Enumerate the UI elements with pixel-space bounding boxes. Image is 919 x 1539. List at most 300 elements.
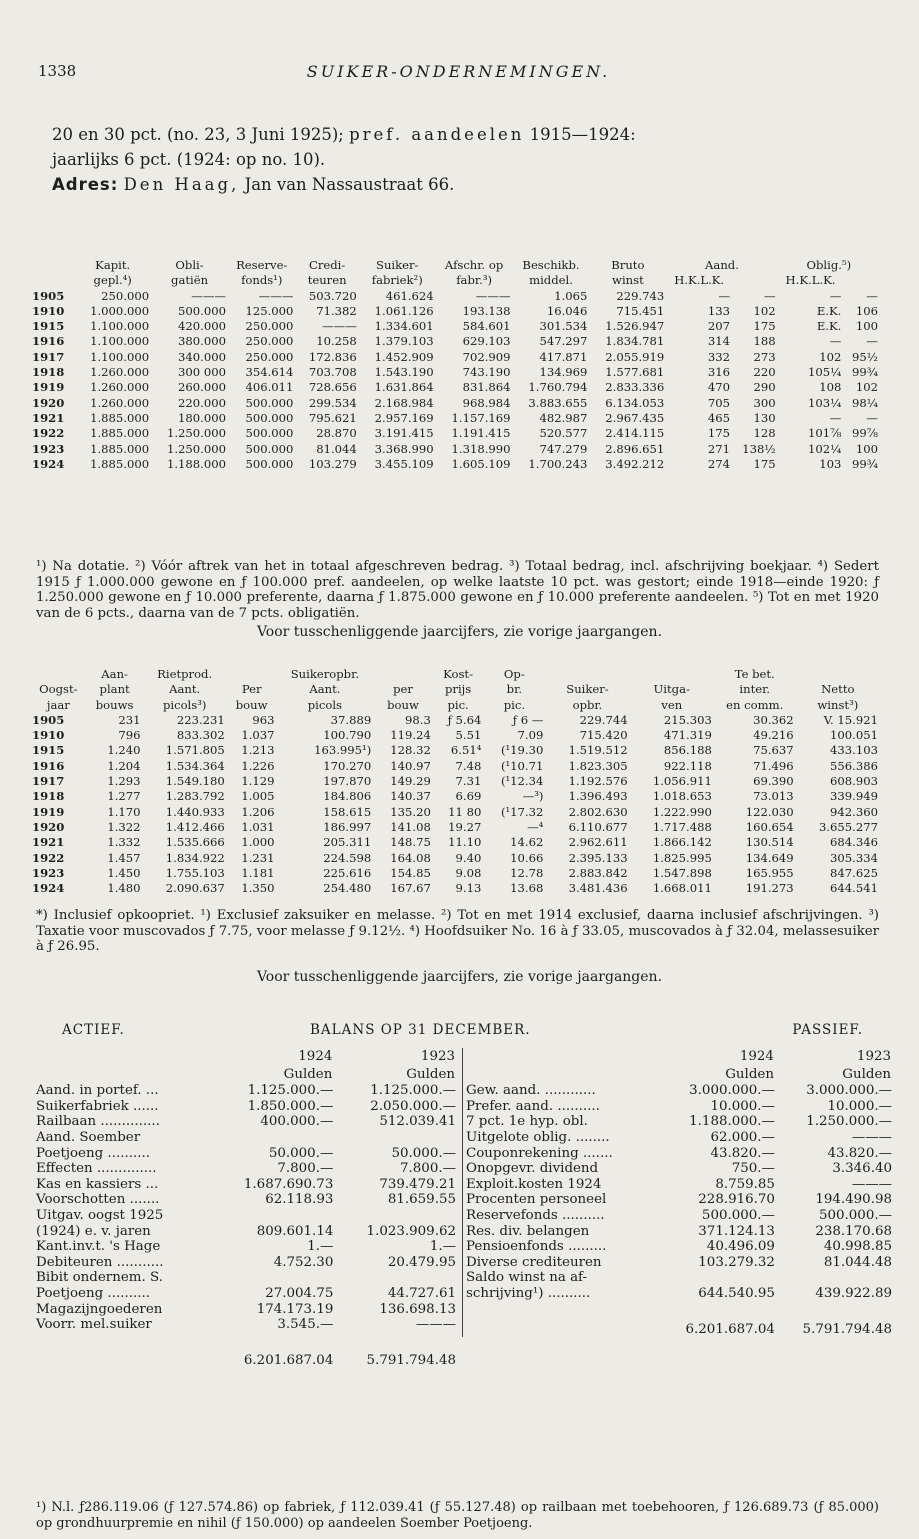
activa-item <box>36 1224 456 1240</box>
balance-item-label: Aand. in portef. ... <box>36 1083 159 1099</box>
table-row <box>30 319 880 334</box>
column-header: Aand. <box>705 258 739 272</box>
column-header: Aant. <box>309 682 341 697</box>
intro-pref-years: 1915—1924: <box>529 125 636 144</box>
balance-value-b: 238.170.68 <box>815 1223 892 1239</box>
balance-total-label <box>466 1302 658 1338</box>
table-cell: 1.631.864 <box>374 380 434 395</box>
table-header-row <box>30 667 880 682</box>
balance-value-a <box>658 1270 775 1286</box>
table-cell: 231 <box>118 712 141 727</box>
table-cell: 98¼ <box>852 395 878 410</box>
column-header: br. <box>506 682 523 697</box>
table-row <box>30 334 880 349</box>
table-cell: 1.412.466 <box>165 819 225 834</box>
balance-total-label <box>36 1333 211 1369</box>
table-cell: 180.000 <box>178 410 226 425</box>
table-cell: 1917 <box>32 349 65 364</box>
table-row <box>30 835 880 850</box>
footnote-harvest: *) Inclusief opkoopriet. ¹) Exclusief zaksuiker en melasse. ²) Tot en met 1914 exclusief, daarna inclusief afschrijvingen. ³) Taxatie voor muscovados ƒ 7.75, voor melasse ƒ 9.12½. ⁴) Hoofdsuiker No. 16 à ƒ 33.05, muscovados à ƒ 32.04, melassesuiker à ƒ 26.95. <box>36 908 879 954</box>
balance-title: BALANS OP 31 DECEMBER. <box>310 1022 531 1038</box>
table-cell: 500.000 <box>245 410 294 425</box>
table-cell: 968.984 <box>462 395 511 410</box>
address-label: Adres: <box>52 175 119 194</box>
table-row <box>30 728 880 743</box>
column-header: winst³) <box>817 697 859 712</box>
table-cell: 470 <box>707 380 731 395</box>
table-cell: 128.32 <box>390 743 431 758</box>
table-cell: 1.755.103 <box>165 865 225 880</box>
table-cell: ƒ 5.64 <box>447 712 482 727</box>
table-row <box>30 866 880 881</box>
table-cell: 2.896.651 <box>605 441 665 456</box>
table-cell: 1922 <box>32 426 65 441</box>
table-cell: 100.051 <box>830 728 878 743</box>
table-cell: 1.717.488 <box>652 819 712 834</box>
table-cell: 299.534 <box>308 395 357 410</box>
column-header: Bruto <box>611 258 645 272</box>
table-cell: 30.362 <box>753 712 794 727</box>
balance-value-b: 512.039.41 <box>379 1114 456 1130</box>
table-cell: 102 <box>819 349 842 364</box>
balance-item-label: Gew. aand. ............ <box>466 1083 596 1099</box>
table-cell: 1921 <box>32 835 65 850</box>
table-header-row <box>30 273 880 288</box>
table-cell: 1.000.000 <box>90 303 150 318</box>
balance-item-label: Res. div. belangen <box>466 1223 590 1239</box>
passiva-item <box>466 1208 892 1224</box>
table-cell: 148.75 <box>390 835 431 850</box>
table-cell: 140.97 <box>390 758 431 773</box>
table-cell: 9.40 <box>455 850 482 865</box>
balance-value-a: 7.800.— <box>277 1161 334 1177</box>
table-cell: 5.51 <box>455 728 482 743</box>
table-cell: 2.802.630 <box>568 804 628 819</box>
table-cell: 420.000 <box>178 319 226 334</box>
table-cell: 100 <box>855 441 878 456</box>
balance-value-a: 500.000.— <box>701 1207 775 1223</box>
table-cell: 1.823.305 <box>568 758 628 773</box>
balance-value-b <box>333 1130 456 1146</box>
table-cell: 175 <box>707 426 731 441</box>
table-cell: 274 <box>707 456 731 471</box>
balance-value-b: 194.490.98 <box>815 1192 892 1208</box>
table-row <box>30 380 880 395</box>
table-cell: 1.037 <box>241 728 275 743</box>
table-cell: 205.311 <box>323 835 372 850</box>
balance-item-label: Diverse crediteuren <box>466 1254 602 1270</box>
balance-total-a: 6.201.687.04 <box>685 1321 775 1337</box>
table-cell: 119.24 <box>390 728 431 743</box>
column-header: winst <box>612 273 644 288</box>
table-cell: — <box>829 334 842 349</box>
table-cell: 138½ <box>742 441 776 456</box>
table-cell: 354.614 <box>245 365 294 380</box>
balance-value-a: 3.545.— <box>277 1317 334 1333</box>
balance-value-b: 136.698.13 <box>379 1301 456 1317</box>
column-header <box>227 667 277 682</box>
table-cell: 1920 <box>32 395 65 410</box>
balance-item-label: Procenten personeel <box>466 1192 607 1208</box>
passiva-item <box>466 1224 892 1240</box>
activa-item <box>36 1114 456 1130</box>
table-row <box>30 774 880 789</box>
intro-line-2: jaarlijks 6 pct. (1924: op no. 10). <box>52 150 326 169</box>
table-cell: 1.318.990 <box>451 441 511 456</box>
column-header: inter. <box>739 682 771 697</box>
address-city: Den Haag, <box>123 175 240 194</box>
table-cell: 160.654 <box>745 819 794 834</box>
table-cell: 220 <box>753 365 776 380</box>
balance-value-b: 1.125.000.— <box>370 1083 456 1099</box>
activa-label: ACTIEF. <box>62 1022 125 1038</box>
table-cell: 305.334 <box>830 850 878 865</box>
table-cell: — <box>718 288 731 303</box>
running-title: SUIKER-ONDERNEMINGEN. <box>306 62 611 81</box>
balance-value-b: 7.800.— <box>400 1161 456 1177</box>
table-row <box>30 396 880 411</box>
table-cell: 1.885.000 <box>90 441 150 456</box>
table-cell: 963 <box>252 712 275 727</box>
table-header-row <box>30 698 880 713</box>
table-cell: 6.110.677 <box>568 819 628 834</box>
balance-value-a <box>211 1270 334 1286</box>
passiva-item <box>466 1146 892 1162</box>
table-cell: 11 80 <box>448 804 482 819</box>
table-cell: 229.744 <box>579 712 628 727</box>
balance-value-b: 81.044.48 <box>823 1254 892 1270</box>
intro-pref-label: pref. aandeelen <box>349 125 525 144</box>
table-cell: 1.222.990 <box>652 804 712 819</box>
table-cell: 406.011 <box>245 380 294 395</box>
table-cell: 1905 <box>32 288 65 303</box>
column-header: Op- <box>503 667 525 681</box>
passiva-item <box>466 1099 892 1115</box>
balance-value-a: 371.124.13 <box>698 1223 775 1239</box>
balance-value-a: 750.— <box>731 1161 775 1177</box>
balance-value-b <box>333 1270 456 1286</box>
table-cell: 167.67 <box>390 881 431 896</box>
balance-label-header <box>466 1048 658 1066</box>
table-cell: —⁴ <box>527 819 544 834</box>
table-cell: V. 15.921 <box>823 712 878 727</box>
year-header: 1924 <box>298 1049 333 1064</box>
column-header: Obli- <box>175 258 204 272</box>
column-header: opbr. <box>572 697 603 712</box>
table-cell: 1915 <box>32 319 65 334</box>
balance-item-label: Aand. Soember <box>36 1129 141 1145</box>
table-cell: ——— <box>475 288 511 303</box>
activa-item <box>36 1255 456 1271</box>
column-header <box>843 273 880 288</box>
table-cell: 134.969 <box>539 365 588 380</box>
column-header: pic. <box>503 697 526 712</box>
column-header <box>732 273 778 288</box>
table-cell: E.K. <box>816 319 842 334</box>
column-header: Suikeropbr. <box>290 667 360 681</box>
table-cell: ——— <box>191 288 226 303</box>
column-header: pic. <box>447 697 469 712</box>
activa-item <box>36 1317 456 1333</box>
table-cell: 1916 <box>32 334 65 349</box>
table-cell: 28.870 <box>316 426 357 441</box>
table-cell: 223.231 <box>176 712 225 727</box>
balance-value-b: 3.000.000.— <box>806 1083 892 1099</box>
table-cell: 2.883.842 <box>568 865 628 880</box>
column-header: gatiën <box>171 273 209 288</box>
table-row <box>30 713 880 728</box>
table-cell: 1.834.781 <box>605 334 665 349</box>
balance-item-label: Voorr. mel.suiker <box>36 1317 152 1333</box>
column-header: Suiker- <box>376 258 419 272</box>
table-cell: 1917 <box>32 774 65 789</box>
table-row <box>30 743 880 758</box>
table-cell: 1.293 <box>107 774 141 789</box>
table-cell: 9.13 <box>455 881 482 896</box>
table-cell: 3.883.655 <box>528 395 588 410</box>
balance-value-b: 40.998.85 <box>823 1239 892 1255</box>
passiva-item <box>466 1239 892 1255</box>
balance-value-b: 10.000.— <box>827 1098 892 1114</box>
balance-item-label: 7 pct. 1e hyp. obl. <box>466 1114 588 1130</box>
table-cell: 702.909 <box>462 349 511 364</box>
table-cell: 191.273 <box>745 881 794 896</box>
table-cell: 500.000 <box>245 395 294 410</box>
table-cell: 172.836 <box>308 349 357 364</box>
table-cell: 149.29 <box>390 774 431 789</box>
balance-total-b: 5.791.794.48 <box>802 1321 892 1337</box>
table-cell: 6.51⁴ <box>450 743 482 758</box>
table-cell: 128 <box>753 426 776 441</box>
table-cell: 1.543.190 <box>374 365 434 380</box>
balance-value-a <box>211 1208 334 1224</box>
table-cell: 1.056.911 <box>652 774 712 789</box>
table-cell: 847.625 <box>830 865 878 880</box>
column-header: picols <box>307 697 343 712</box>
column-header: bouw <box>235 697 268 712</box>
table-cell: 1.396.493 <box>568 789 628 804</box>
table-cell: (¹12.34 <box>500 774 544 789</box>
balance-item-label: Poetjoeng .......... <box>36 1145 150 1161</box>
table-cell: 130.514 <box>745 835 794 850</box>
column-header <box>373 667 433 682</box>
table-cell: 254.480 <box>323 881 372 896</box>
table-cell: 1.885.000 <box>90 456 150 471</box>
table-cell: 1.332 <box>107 835 141 850</box>
table-cell: 1.825.995 <box>652 850 712 865</box>
table-cell: 7.48 <box>455 758 482 773</box>
table-cell: 170.270 <box>323 758 372 773</box>
column-header <box>30 667 87 682</box>
column-header: fonds¹) <box>241 273 283 288</box>
balance-value-a: 1.687.690.73 <box>243 1176 334 1192</box>
table-cell: 1.250.000 <box>166 426 226 441</box>
table-cell: 795.621 <box>308 410 357 425</box>
table-row <box>30 304 880 319</box>
activa-item <box>36 1130 456 1146</box>
table-cell: 71.496 <box>753 758 794 773</box>
table-cell: 300 <box>753 395 776 410</box>
table-cell: 1922 <box>32 850 65 865</box>
table-cell: E.K. <box>816 303 842 318</box>
balance-total-row <box>466 1302 892 1338</box>
table-cell: 500.000 <box>245 456 294 471</box>
table-cell: 1.350 <box>241 881 275 896</box>
table-cell: — <box>866 288 878 303</box>
balance-value-b: 1.— <box>429 1239 456 1255</box>
table-cell: 922.118 <box>663 758 712 773</box>
table-cell: 215.303 <box>663 712 712 727</box>
table-cell: 220.000 <box>178 395 226 410</box>
balance-item-label: Bibit ondernem. S. <box>36 1270 163 1286</box>
table-cell: 12.78 <box>510 865 544 880</box>
balance-value-b: 500.000.— <box>818 1207 892 1223</box>
table-row <box>30 442 880 457</box>
column-header: jaar <box>46 697 70 712</box>
passiva-item <box>466 1083 892 1099</box>
table-cell: 1.547.898 <box>652 865 712 880</box>
column-header: Per <box>241 682 262 697</box>
table-cell: 1919 <box>32 380 65 395</box>
table-cell: 6.69 <box>455 789 482 804</box>
table-cell: 500.000 <box>245 441 294 456</box>
balance-value-a: 27.004.75 <box>265 1285 334 1301</box>
table-cell: 314 <box>707 334 731 349</box>
table-cell: 1.065 <box>554 288 588 303</box>
table-cell: 184.806 <box>323 789 372 804</box>
table-cell: 1915 <box>32 743 65 758</box>
column-header: fabr.³) <box>456 273 492 288</box>
page-number: 1338 <box>38 62 77 80</box>
table-cell: 1918 <box>32 365 65 380</box>
table-cell: 1.100.000 <box>90 334 150 349</box>
balance-value-a: 228.916.70 <box>698 1192 775 1208</box>
table-cell: 250.000 <box>245 334 294 349</box>
table-cell: 1.760.794 <box>528 380 588 395</box>
passiva-item <box>466 1286 892 1302</box>
table-cell: 163.995¹) <box>314 743 372 758</box>
table-cell: 584.601 <box>462 319 511 334</box>
table-cell: (¹19.30 <box>500 743 544 758</box>
table-cell: 1.322 <box>107 819 141 834</box>
table-cell: 1.260.000 <box>90 365 150 380</box>
table-cell: 134.649 <box>745 850 794 865</box>
table-cell: 207 <box>707 319 731 334</box>
activa-item <box>36 1177 456 1193</box>
table-cell: 629.103 <box>462 334 511 349</box>
balance-value-b: 439.922.89 <box>815 1285 892 1301</box>
column-header: middel. <box>529 273 573 288</box>
balance-value-b: 50.000.— <box>391 1145 456 1161</box>
balance-value-b: ——— <box>851 1129 892 1145</box>
table-cell: 1923 <box>32 865 65 880</box>
table-cell: 1.866.142 <box>652 835 712 850</box>
table-cell: 556.386 <box>830 758 878 773</box>
column-header: per <box>393 682 413 697</box>
column-header <box>30 273 74 288</box>
activa-item <box>36 1192 456 1208</box>
table-cell: 482.987 <box>539 410 588 425</box>
table-cell: 105¼ <box>807 365 842 380</box>
table-cell: 7.31 <box>455 774 482 789</box>
table-cell: 1.480 <box>107 881 141 896</box>
table-cell: 1.100.000 <box>90 319 150 334</box>
column-header: Suiker- <box>566 682 609 697</box>
table-cell: 1.885.000 <box>90 426 150 441</box>
balance-item-label: Voorschotten ....... <box>36 1192 160 1208</box>
table-cell: 747.279 <box>539 441 588 456</box>
table-cell: 380.000 <box>178 334 226 349</box>
address-line <box>52 172 879 197</box>
balance-item-label: Debiteuren ........... <box>36 1254 164 1270</box>
table-cell: 10.258 <box>316 334 357 349</box>
column-header: en comm. <box>726 697 784 712</box>
balance-item-label: Couponrekening ....... <box>466 1145 613 1161</box>
table-cell: 175 <box>753 456 776 471</box>
table-cell: 101⅞ <box>807 426 842 441</box>
column-header: Oblig.⁵) <box>806 258 852 272</box>
table-cell: 188 <box>753 334 776 349</box>
balance-value-a: 1.125.000.— <box>247 1083 334 1099</box>
intro-line-1 <box>52 122 879 147</box>
table-cell: 2.090.637 <box>165 881 225 896</box>
balance-item-label: Reservefonds .......... <box>466 1207 605 1223</box>
table-cell: 1.188.000 <box>166 456 226 471</box>
table-cell: 164.08 <box>390 850 431 865</box>
balance-item-label: Poetjoeng .......... <box>36 1285 150 1301</box>
balance-unit-row <box>36 1066 456 1084</box>
column-header: bouw <box>387 697 419 712</box>
table-cell: 224.598 <box>323 850 372 865</box>
table-cell: 340.000 <box>178 349 226 364</box>
table-cell: 7.09 <box>517 728 544 743</box>
table-cell: 1.031 <box>241 819 275 834</box>
column-header: Beschikb. <box>522 258 580 272</box>
table-cell: 1.700.243 <box>528 456 588 471</box>
balance-year-row <box>36 1048 456 1066</box>
table-cell: 1.452.909 <box>374 349 434 364</box>
balance-value-b: 3.346.40 <box>832 1161 892 1177</box>
table-cell: 1.534.364 <box>165 758 225 773</box>
balance-value-b: 20.479.95 <box>387 1254 456 1270</box>
table-cell: 135.20 <box>390 804 431 819</box>
balance-value-b: 44.727.61 <box>387 1285 456 1301</box>
table-cell: 1924 <box>32 456 65 471</box>
table-cell: 1.213 <box>241 743 275 758</box>
column-header: Oogst- <box>39 682 78 697</box>
balance-item-label: Pensioenfonds ......... <box>466 1239 607 1255</box>
table-cell: 3.492.212 <box>605 456 665 471</box>
table-cell: 684.346 <box>830 835 878 850</box>
column-header: Kapit. <box>95 258 131 272</box>
table-header-row <box>30 682 880 697</box>
table-cell: 3.655.277 <box>818 819 878 834</box>
balance-value-a: 10.000.— <box>710 1098 775 1114</box>
activa-item <box>36 1270 456 1286</box>
table-cell: 49.216 <box>753 728 794 743</box>
table-cell: 2.414.115 <box>605 426 665 441</box>
balance-header <box>62 1022 863 1040</box>
table-cell: — <box>866 410 878 425</box>
table-cell: 9.08 <box>455 865 482 880</box>
column-header: teuren <box>307 273 347 288</box>
balance-item-label: Exploit.kosten 1924 <box>466 1176 602 1192</box>
balance-item-label: Effecten .............. <box>36 1161 157 1177</box>
table-cell: 1.000 <box>241 835 275 850</box>
table-cell: 1.100.000 <box>90 349 150 364</box>
table-cell: 1.226 <box>241 758 275 773</box>
table-cell: 186.997 <box>323 819 372 834</box>
